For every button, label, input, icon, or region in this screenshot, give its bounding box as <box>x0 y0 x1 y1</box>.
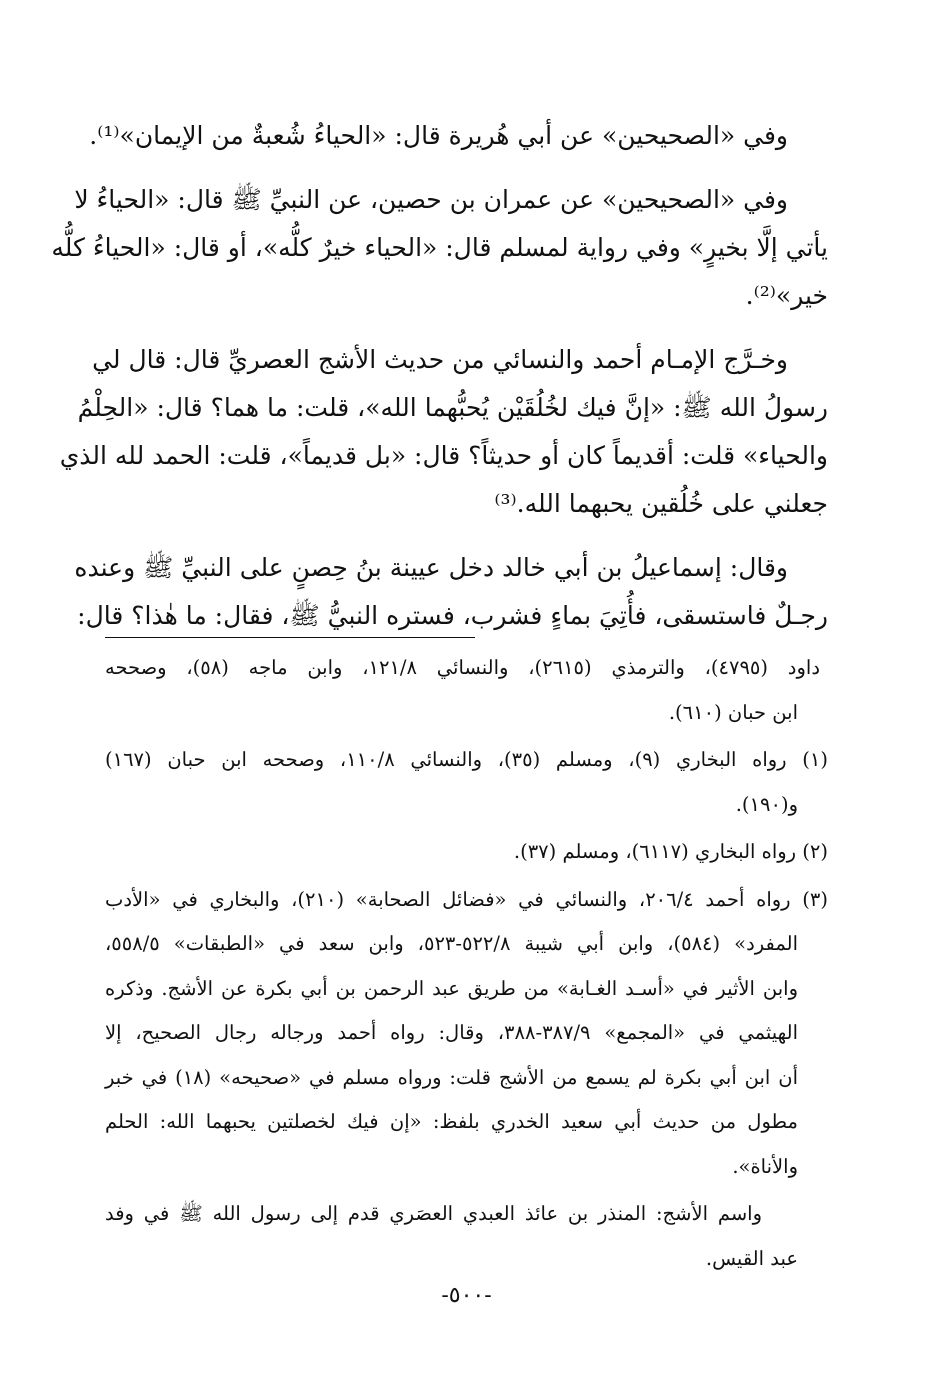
footnote-line: أن ابن أبي بكرة لم يسمع من الأشج قلت: ورواه مسلم في «صحيحه» (١٨) في خبر <box>105 1065 798 1089</box>
footnote-line: عبد القيس. <box>705 1246 798 1270</box>
footnote-line: مطول من حديث أبي سعيد الخدري بلفظ: «إن فيك لخصلتين يحبهما الله: الحلم <box>105 1110 798 1133</box>
footnote-line: ابن حبان (٦١٠). <box>668 700 798 724</box>
text-line: وقال: إسماعيلُ بن أبي خالد دخل عيينة بنُ حِصنٍ على النبيِّ ﷺ وعنده <box>74 553 788 582</box>
text-line: وخـرَّج الإمـام أحمد والنسائي من حديث الأشج العصريِّ قال: قال لي <box>92 345 788 374</box>
footnote-line: (٣) رواه أحمد ٢٠٦/٤، والنسائي في «فضائل الصحابة» (٢١٠)، والبخاري في «الأدب <box>105 887 828 911</box>
text-line: يأتي إلَّا بخيرٍ» وفي رواية لمسلم قال: «الحياء خيرٌ كلُّه»، أو قال: «الحياءُ كلُّه <box>51 233 828 262</box>
footnote-line: والأناة». <box>732 1154 798 1178</box>
footnote-line: وابن الأثير في «أسـد الغـابة» من طريق عبد الرحمن بن أبي بكرة عن الأشج. وذكره <box>105 976 798 1000</box>
footnote-line: المفرد» (٥٨٤)، وابن أبي شيبة ٥٢٢/٨-٥٢٣، وابن سعد في «الطبقات» ٥٥٨/٥، <box>105 932 799 955</box>
footnote-line: (١) رواه البخاري (٩)، ومسلم (٣٥)، والنسائي ١١٠/٨، وصححه ابن حبان (١٦٧) <box>105 748 828 771</box>
text-line: جعلني على خُلُقين يحبهما الله.⁽³⁾ <box>494 489 828 518</box>
text-line: والحياء» قلت: أقديماً كان أو حديثاً؟ قال: «بل قديماً»، قلت: الحمد لله الذي <box>59 441 828 470</box>
text-line: وفي «الصحيحين» عن أبي هُريرة قال: «الحياءُ شُعبةٌ من الإيمان»⁽¹⁾. <box>89 121 788 150</box>
footnote-line: واسم الأشج: المنذر بن عائذ العبدي العصَري قدم إلى رسول الله ﷺ في وفد <box>105 1202 762 1225</box>
text-line: وفي «الصحيحين» عن عمران بن حصين، عن النبيِّ ﷺ قال: «الحياءُ لا <box>74 185 788 214</box>
footnote-line: (٢) رواه البخاري (٦١١٧)، ومسلم (٣٧). <box>513 840 828 863</box>
footnote-separator <box>105 637 475 638</box>
text-line: خير»⁽²⁾. <box>745 281 828 310</box>
page-number: -٥٠٠- <box>441 1283 492 1308</box>
footnote-line: داود (٤٧٩٥)، والترمذي (٢٦١٥)، والنسائي ١٢١/٨، وابن ماجه (٥٨)، وصححه <box>105 656 820 679</box>
text-line: رسولُ الله ﷺ: «إنَّ فيك لخُلُقَيْن يُحبُّهما الله»، قلت: ما هما؟ قال: «الحِلْمُ <box>77 393 828 422</box>
main-text <box>51 112 828 640</box>
footnote-line: الهيثمي في «المجمع» ٣٨٧/٩-٣٨٨، وقال: رواه أحمد ورجاله رجال الصحيح، إلا <box>105 1021 799 1044</box>
footnote-line: و(١٩٠). <box>735 792 798 816</box>
text-line: رجـلٌ فاستسقى، فأُتِيَ بماءٍ فشرب، فستره النبيُّ ﷺ، فقال: ما هٰذا؟ قال: <box>77 601 828 630</box>
footnotes <box>105 646 828 1281</box>
